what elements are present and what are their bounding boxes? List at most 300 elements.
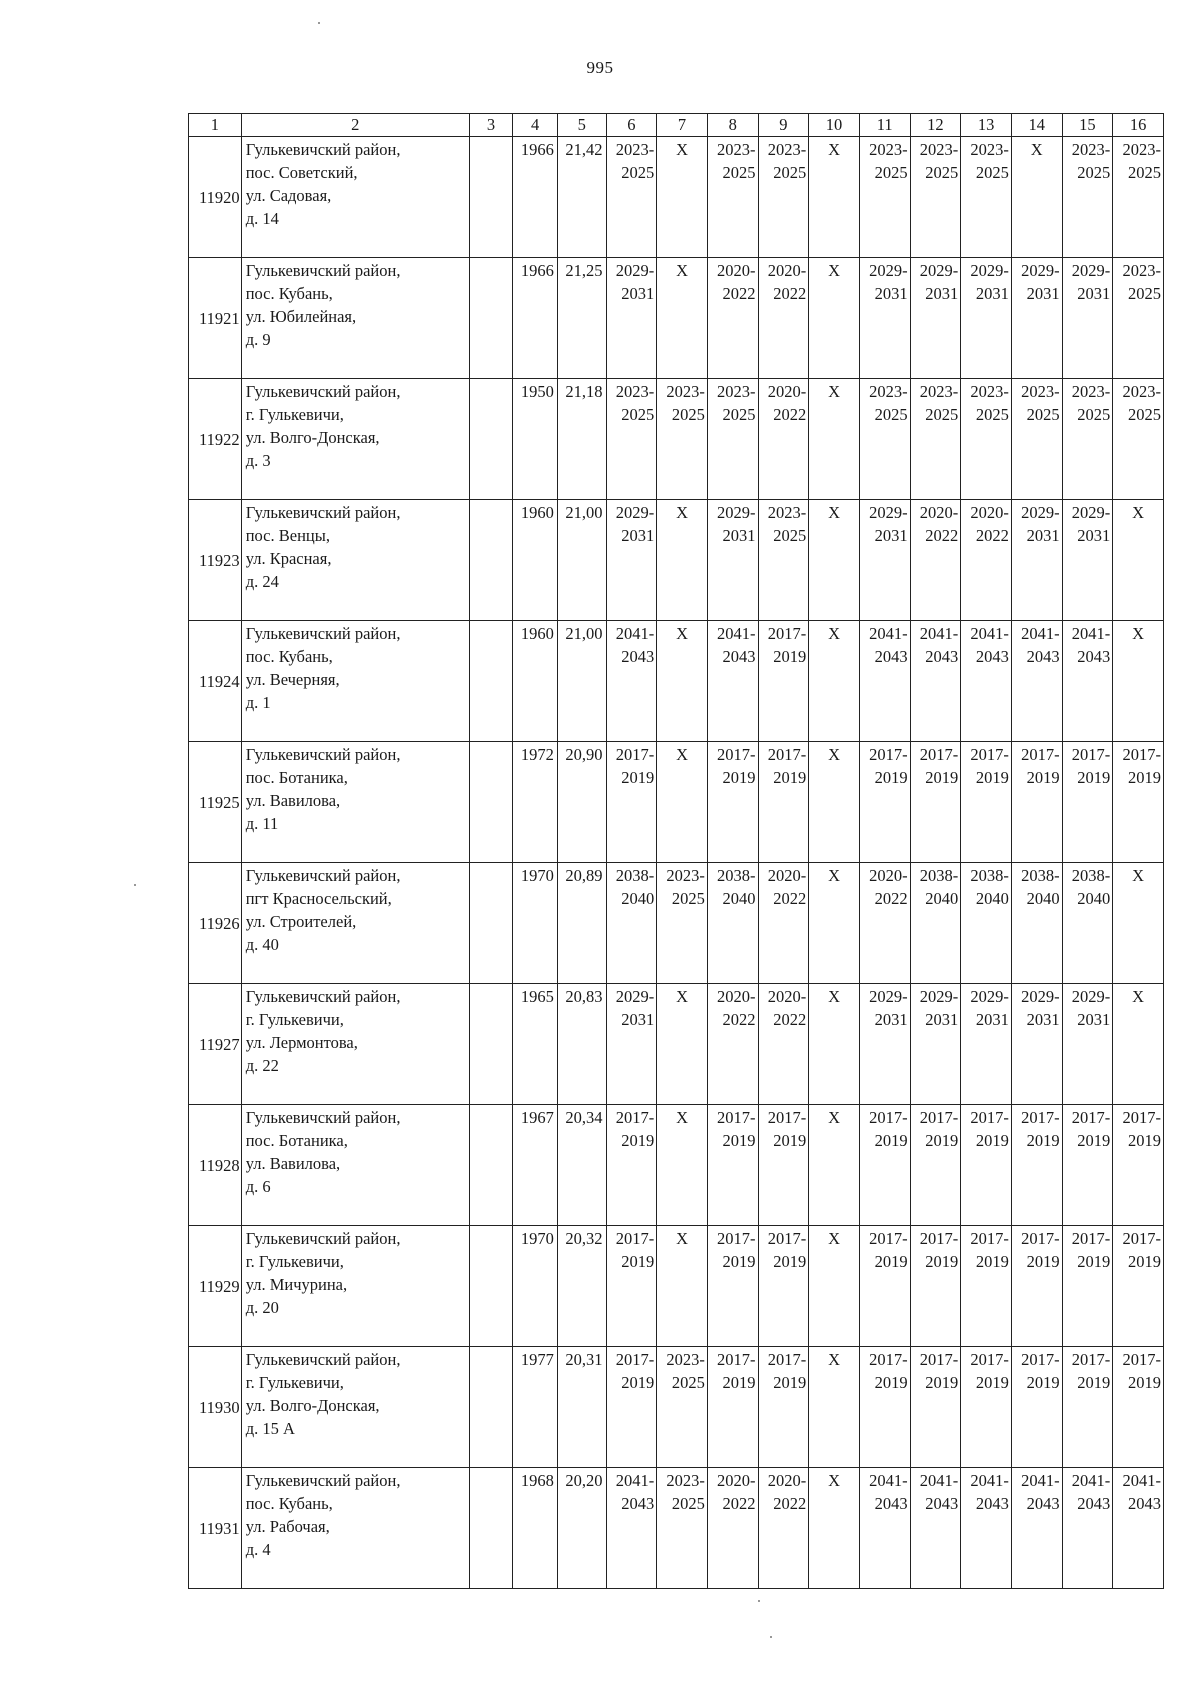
period-cell [859, 1105, 910, 1226]
address-line: пгт Красносельский, [245, 889, 392, 908]
period-part: 2031 [1026, 284, 1060, 303]
address-line: ул. Рабочая, [245, 1517, 330, 1536]
period-cell [961, 379, 1012, 500]
year-cell: 1960 [513, 621, 558, 742]
record-number: 11928 [189, 1105, 242, 1226]
period-part: 2019 [722, 1131, 756, 1150]
address-line: пос. Кубань, [245, 1494, 333, 1513]
period-cell [910, 984, 961, 1105]
period-part: 2041- [1021, 1471, 1060, 1490]
period-part: 2019 [925, 1373, 959, 1392]
period-part: 2019 [621, 1131, 655, 1150]
address-line: ул. Юбилейная, [245, 307, 357, 326]
period-cell [859, 500, 910, 621]
column-3-cell [469, 1347, 513, 1468]
period-part: 2041- [1071, 1471, 1111, 1490]
column-3-cell [469, 500, 513, 621]
period-part: 2040 [925, 889, 959, 908]
period-part: 2019 [1026, 1373, 1060, 1392]
period-part: 2023- [666, 382, 705, 401]
period-cell [707, 984, 758, 1105]
address-line: пос. Кубань, [245, 647, 333, 666]
period-cell [910, 1347, 961, 1468]
header-row [189, 114, 1164, 137]
period-part: 2017- [1122, 1229, 1161, 1248]
address-line: г. Гулькевичи, [245, 405, 344, 424]
table-row [189, 1468, 1164, 1589]
period-part: 2025 [773, 163, 807, 182]
period-part: 2029- [1021, 987, 1060, 1006]
period-part: 2022 [874, 889, 908, 908]
table-row [189, 379, 1164, 500]
period-cell [961, 984, 1012, 1105]
area-cell: 20,31 [557, 1347, 606, 1468]
address-line: Гулькевичский район, [245, 1471, 401, 1490]
area-cell: 21,42 [557, 137, 606, 258]
period-cell [707, 1105, 758, 1226]
address-line: ул. Волго-Донская, [245, 428, 380, 447]
year-cell: 1970 [513, 863, 558, 984]
period-cell [1011, 500, 1062, 621]
address-line: ул. Красная, [245, 549, 332, 568]
period-cell [758, 1347, 809, 1468]
period-cell [859, 984, 910, 1105]
period-part: 2019 [621, 768, 655, 787]
period-part: 2020- [767, 1471, 807, 1490]
period-part: 2031 [975, 1010, 1009, 1029]
period-cell [859, 1347, 910, 1468]
period-part: 2025 [671, 1373, 705, 1392]
period-part: 2017- [1021, 1229, 1060, 1248]
period-part: 2025 [925, 163, 959, 182]
period-part: 2017- [1071, 1229, 1111, 1248]
period-part: 2019 [1026, 1252, 1060, 1271]
record-number: 11923 [189, 500, 242, 621]
column-3-cell [469, 742, 513, 863]
table-row [189, 1105, 1164, 1226]
period-part: 2031 [1077, 526, 1111, 545]
period-part: 2029- [615, 503, 655, 522]
column-3-cell [469, 1468, 513, 1589]
period-part: 2038- [970, 866, 1009, 885]
period-part: 2019 [975, 1252, 1009, 1271]
period-part: 2020- [767, 261, 807, 280]
period-part: 2017- [1071, 745, 1111, 764]
period-part: 2043 [1077, 1494, 1111, 1513]
period-cell [707, 1226, 758, 1347]
period-cell [859, 1226, 910, 1347]
period-part: 2019 [925, 1131, 959, 1150]
period-part: 2019 [874, 1252, 908, 1271]
year-cell: 1968 [513, 1468, 558, 1589]
period-part: 2040 [1026, 889, 1060, 908]
period-cell [758, 984, 809, 1105]
period-part: 2025 [1026, 405, 1060, 424]
page-number: 995 [586, 58, 614, 77]
address-line: пос. Ботаника, [245, 768, 348, 787]
period-part: 2023- [1071, 382, 1111, 401]
table-body [189, 137, 1164, 1589]
period-part: 2041- [1071, 624, 1111, 643]
period-cell [1011, 742, 1062, 863]
period-part: 2022 [722, 1494, 756, 1513]
area-cell: 20,20 [557, 1468, 606, 1589]
period-part: 2025 [1077, 405, 1111, 424]
period-cell [606, 984, 657, 1105]
period-part: 2043 [621, 1494, 655, 1513]
period-part: 2041- [615, 1471, 655, 1490]
not-applicable-mark: X [1113, 863, 1164, 984]
not-applicable-mark: X [657, 621, 708, 742]
period-cell [1113, 742, 1164, 863]
period-part: 2023- [615, 382, 655, 401]
period-part: 2043 [874, 647, 908, 666]
table-row [189, 863, 1164, 984]
period-part: 2031 [925, 1010, 959, 1029]
period-part: 2043 [925, 1494, 959, 1513]
period-cell [707, 500, 758, 621]
period-part: 2041- [970, 1471, 1009, 1490]
period-cell [1011, 1105, 1062, 1226]
year-cell: 1977 [513, 1347, 558, 1468]
address-line: пос. Ботаника, [245, 1131, 348, 1150]
not-applicable-mark: X [809, 1347, 860, 1468]
period-part: 2023- [970, 140, 1009, 159]
period-part: 2023- [717, 140, 756, 159]
period-part: 2031 [621, 526, 655, 545]
address-line: Гулькевичский район, [245, 382, 401, 401]
address-line: ул. Вечерняя, [245, 670, 340, 689]
period-cell [606, 500, 657, 621]
period-part: 2040 [621, 889, 655, 908]
period-cell [1062, 1226, 1113, 1347]
period-cell [1062, 137, 1113, 258]
period-cell [910, 742, 961, 863]
period-part: 2023- [869, 382, 908, 401]
column-header: 14 [1011, 114, 1062, 137]
record-number: 11930 [189, 1347, 242, 1468]
period-cell [961, 500, 1012, 621]
period-part: 2038- [919, 866, 959, 885]
address-line: Гулькевичский район, [245, 624, 401, 643]
address-cell [241, 1468, 469, 1589]
address-line: пос. Кубань, [245, 284, 333, 303]
period-cell [758, 500, 809, 621]
table-row [189, 137, 1164, 258]
period-part: 2041- [919, 1471, 959, 1490]
period-cell [859, 621, 910, 742]
period-part: 2017- [919, 1350, 959, 1369]
column-header: 10 [809, 114, 860, 137]
period-part: 2025 [975, 163, 1009, 182]
period-cell [707, 1347, 758, 1468]
period-cell [1113, 1347, 1164, 1468]
period-part: 2017- [970, 1229, 1009, 1248]
period-part: 2031 [1077, 1010, 1111, 1029]
period-part: 2025 [1128, 163, 1161, 182]
period-part: 2043 [1026, 647, 1060, 666]
not-applicable-mark: X [657, 984, 708, 1105]
period-part: 2023- [919, 382, 959, 401]
address-line: ул. Волго-Донская, [245, 1396, 380, 1415]
period-part: 2017- [1021, 1350, 1060, 1369]
period-part: 2025 [773, 526, 807, 545]
period-part: 2019 [773, 768, 807, 787]
not-applicable-mark: X [1011, 137, 1062, 258]
period-cell [910, 1226, 961, 1347]
table-row [189, 1347, 1164, 1468]
period-cell [606, 621, 657, 742]
address-line: Гулькевичский район, [245, 1108, 401, 1127]
period-part: 2017- [1122, 745, 1161, 764]
not-applicable-mark: X [657, 1226, 708, 1347]
not-applicable-mark: X [809, 984, 860, 1105]
period-cell [606, 258, 657, 379]
period-part: 2023- [869, 140, 908, 159]
period-cell [910, 500, 961, 621]
period-part: 2017- [717, 745, 756, 764]
column-3-cell [469, 1105, 513, 1226]
not-applicable-mark: X [809, 500, 860, 621]
period-part: 2043 [722, 647, 756, 666]
address-line: Гулькевичский район, [245, 745, 401, 764]
period-cell [657, 379, 708, 500]
period-part: 2023- [666, 1471, 705, 1490]
column-header: 8 [707, 114, 758, 137]
period-part: 2043 [874, 1494, 908, 1513]
not-applicable-mark: X [809, 863, 860, 984]
period-part: 2025 [975, 405, 1009, 424]
period-part: 2019 [773, 1252, 807, 1271]
period-part: 2025 [671, 889, 705, 908]
period-part: 2029- [869, 261, 908, 280]
period-cell [707, 137, 758, 258]
address-line: д. 1 [245, 693, 271, 712]
period-part: 2017- [869, 1229, 908, 1248]
period-part: 2023- [970, 382, 1009, 401]
address-line: ул. Лермонтова, [245, 1033, 358, 1052]
period-cell [910, 1105, 961, 1226]
period-part: 2043 [925, 647, 959, 666]
record-number: 11927 [189, 984, 242, 1105]
period-part: 2020- [717, 1471, 756, 1490]
period-part: 2029- [1021, 261, 1060, 280]
period-cell [1011, 863, 1062, 984]
period-part: 2029- [1071, 503, 1111, 522]
period-cell [606, 742, 657, 863]
period-cell [910, 137, 961, 258]
address-line: д. 3 [245, 451, 271, 470]
period-part: 2017- [869, 745, 908, 764]
period-part: 2031 [874, 526, 908, 545]
period-cell [1062, 258, 1113, 379]
period-cell [1062, 742, 1113, 863]
area-cell: 21,00 [557, 500, 606, 621]
record-number: 11929 [189, 1226, 242, 1347]
not-applicable-mark: X [809, 1226, 860, 1347]
column-header: 5 [557, 114, 606, 137]
period-part: 2019 [1128, 768, 1161, 787]
period-cell [961, 1226, 1012, 1347]
period-cell [859, 863, 910, 984]
period-cell [1113, 258, 1164, 379]
period-cell [859, 137, 910, 258]
period-part: 2017- [615, 1229, 655, 1248]
year-cell: 1970 [513, 1226, 558, 1347]
period-part: 2017- [869, 1108, 908, 1127]
address-line: ул. Вавилова, [245, 1154, 341, 1173]
period-part: 2043 [1026, 1494, 1060, 1513]
period-part: 2020- [717, 261, 756, 280]
period-part: 2023- [1021, 382, 1060, 401]
period-cell [707, 621, 758, 742]
not-applicable-mark: X [809, 1468, 860, 1589]
period-part: 2019 [722, 768, 756, 787]
period-part: 2019 [874, 768, 908, 787]
period-cell [961, 1347, 1012, 1468]
period-part: 2031 [722, 526, 756, 545]
period-part: 2022 [722, 284, 756, 303]
period-part: 2019 [1026, 1131, 1060, 1150]
period-part: 2038- [1071, 866, 1111, 885]
address-line: Гулькевичский район, [245, 1350, 401, 1369]
table-row [189, 621, 1164, 742]
period-part: 2020- [767, 987, 807, 1006]
period-part: 2031 [1077, 284, 1111, 303]
record-number: 11926 [189, 863, 242, 984]
period-cell [758, 621, 809, 742]
period-part: 2041- [869, 1471, 908, 1490]
period-cell [657, 1347, 708, 1468]
not-applicable-mark: X [657, 137, 708, 258]
address-line: д. 9 [245, 330, 271, 349]
address-line: пос. Венцы, [245, 526, 330, 545]
period-part: 2023- [1122, 261, 1161, 280]
period-part: 2017- [970, 745, 1009, 764]
column-3-cell [469, 379, 513, 500]
table-row [189, 984, 1164, 1105]
period-cell [1113, 1105, 1164, 1226]
address-line: д. 40 [245, 935, 279, 954]
address-cell [241, 863, 469, 984]
table-row [189, 742, 1164, 863]
period-part: 2019 [1077, 768, 1111, 787]
scan-speck [134, 884, 136, 886]
address-cell [241, 137, 469, 258]
period-cell [961, 1468, 1012, 1589]
column-header: 12 [910, 114, 961, 137]
period-part: 2041- [717, 624, 756, 643]
column-3-cell [469, 258, 513, 379]
column-header: 7 [657, 114, 708, 137]
period-part: 2029- [919, 987, 959, 1006]
period-cell [961, 1105, 1012, 1226]
period-part: 2017- [615, 1350, 655, 1369]
column-3-cell [469, 984, 513, 1105]
period-cell [1011, 984, 1062, 1105]
not-applicable-mark: X [1113, 984, 1164, 1105]
not-applicable-mark: X [809, 258, 860, 379]
period-cell [910, 258, 961, 379]
column-header: 3 [469, 114, 513, 137]
not-applicable-mark: X [809, 137, 860, 258]
scan-speck [770, 1636, 772, 1638]
address-line: д. 24 [245, 572, 279, 591]
period-part: 2031 [925, 284, 959, 303]
period-cell [1011, 258, 1062, 379]
year-cell: 1972 [513, 742, 558, 863]
column-header: 2 [241, 114, 469, 137]
period-part: 2017- [919, 745, 959, 764]
period-part: 2022 [773, 889, 807, 908]
period-part: 2023- [666, 1350, 705, 1369]
period-cell [657, 863, 708, 984]
period-part: 2040 [722, 889, 756, 908]
not-applicable-mark: X [657, 742, 708, 863]
year-cell: 1966 [513, 258, 558, 379]
period-part: 2041- [1021, 624, 1060, 643]
period-part: 2041- [1122, 1471, 1161, 1490]
period-part: 2019 [722, 1373, 756, 1392]
period-part: 2019 [773, 1373, 807, 1392]
period-part: 2019 [874, 1373, 908, 1392]
not-applicable-mark: X [809, 742, 860, 863]
period-part: 2025 [874, 163, 908, 182]
scan-speck [758, 1600, 760, 1602]
table-row [189, 258, 1164, 379]
period-part: 2025 [1077, 163, 1111, 182]
period-part: 2020- [767, 866, 807, 885]
period-part: 2043 [975, 647, 1009, 666]
area-cell: 20,32 [557, 1226, 606, 1347]
period-part: 2031 [874, 284, 908, 303]
period-part: 2017- [1071, 1108, 1111, 1127]
period-cell [758, 258, 809, 379]
address-line: д. 22 [245, 1056, 279, 1075]
period-part: 2017- [919, 1108, 959, 1127]
period-cell [758, 379, 809, 500]
period-cell [707, 258, 758, 379]
period-part: 2025 [671, 405, 705, 424]
period-part: 2038- [1021, 866, 1060, 885]
period-part: 2017- [615, 745, 655, 764]
period-part: 2023- [1122, 140, 1161, 159]
period-part: 2017- [717, 1229, 756, 1248]
address-line: д. 15 А [245, 1419, 295, 1438]
period-part: 2031 [874, 1010, 908, 1029]
address-cell [241, 258, 469, 379]
period-part: 2017- [615, 1108, 655, 1127]
not-applicable-mark: X [809, 379, 860, 500]
address-line: д. 14 [245, 209, 279, 228]
period-cell [606, 379, 657, 500]
period-part: 2041- [970, 624, 1009, 643]
period-cell [1113, 379, 1164, 500]
record-number: 11924 [189, 621, 242, 742]
period-part: 2017- [1122, 1350, 1161, 1369]
record-number: 11921 [189, 258, 242, 379]
column-3-cell [469, 621, 513, 742]
period-cell [758, 137, 809, 258]
period-part: 2019 [1128, 1373, 1161, 1392]
period-part: 2019 [1128, 1252, 1161, 1271]
column-header: 16 [1113, 114, 1164, 137]
period-cell [961, 258, 1012, 379]
column-header: 6 [606, 114, 657, 137]
period-part: 2019 [773, 647, 807, 666]
period-part: 2017- [869, 1350, 908, 1369]
period-cell [758, 1226, 809, 1347]
